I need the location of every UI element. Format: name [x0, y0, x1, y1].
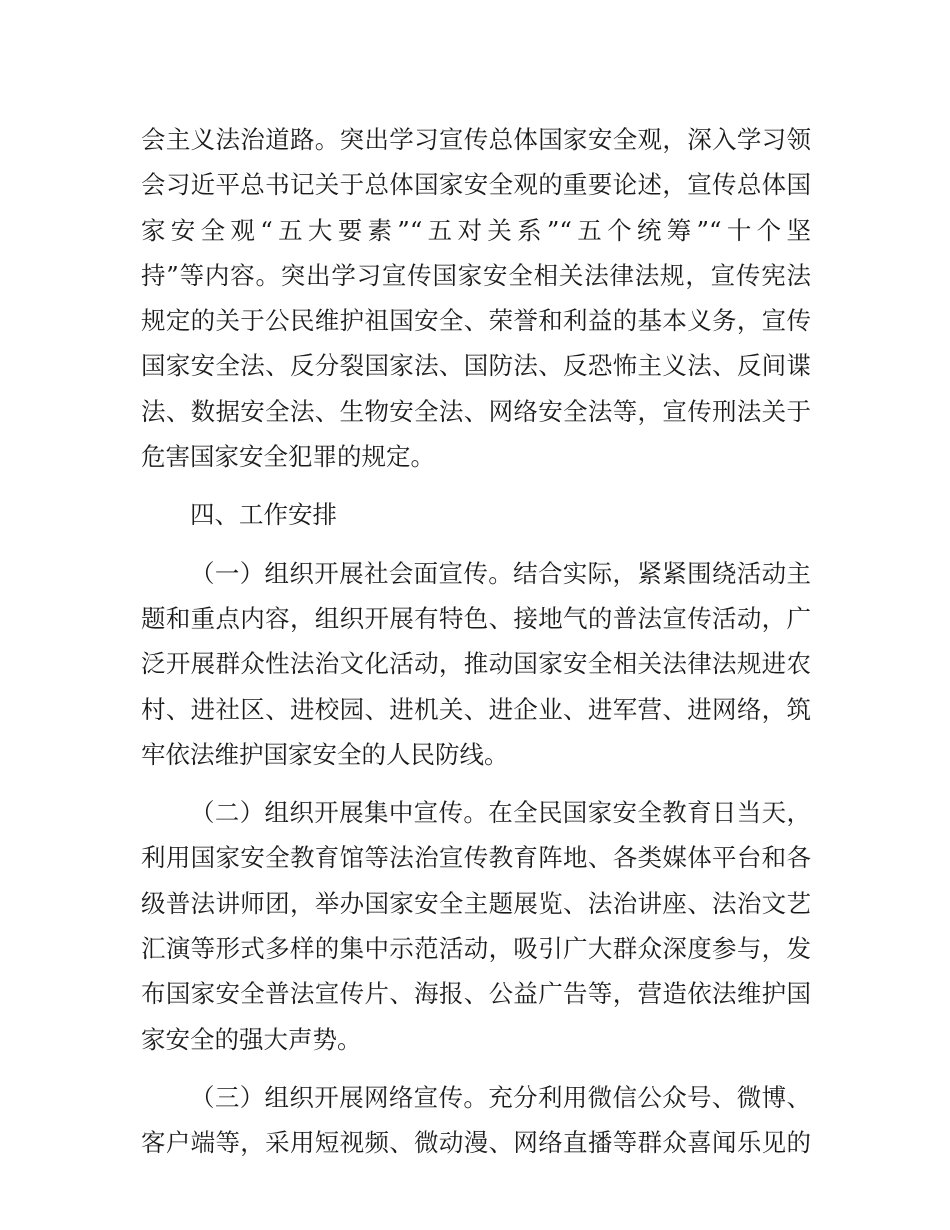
text-line: 题和重点内容，组织开展有特色、接地气的普法宣传活动，广: [141, 603, 811, 633]
text-line: 规定的关于公民维护祖国安全、荣誉和利益的基本义务，宣传: [141, 306, 811, 336]
text-line: 汇演等形式多样的集中示范活动，吸引广大群众深度参与，发: [141, 934, 811, 964]
text-line: 危害国家安全犯罪的规定。: [141, 442, 435, 472]
text-line: 客户端等，采用短视频、微动漫、网络直播等群众喜闻乐见的: [141, 1128, 811, 1158]
heading-text: 四、工作安排: [190, 500, 337, 530]
paragraph-online-publicity: [141, 1075, 811, 1166]
text-line: 牢依法维护国家安全的人民防线。: [141, 739, 509, 769]
paragraph-social-publicity: [141, 551, 811, 777]
text-line: 家安全观“五大要素”“五对关系”“五个统筹”“十个坚: [141, 215, 811, 245]
text-line: （一）组织开展社会面宣传。结合实际，紧紧围绕活动主: [190, 558, 811, 588]
text-line: 布国家安全普法宣传片、海报、公益广告等，营造依法维护国: [141, 979, 811, 1009]
text-line: 会习近平总书记关于总体国家安全观的重要论述，宣传总体国: [141, 170, 811, 200]
text-line: 会主义法治道路。突出学习宣传总体国家安全观，深入学习领: [141, 125, 811, 154]
text-line: 级普法讲师团，举办国家安全主题展览、法治讲座、法治文艺: [141, 888, 811, 918]
text-line: （二）组织开展集中宣传。在全民国家安全教育日当天，: [190, 798, 811, 828]
paragraph-centralized-publicity: [141, 790, 811, 1062]
document-body: [141, 117, 811, 1166]
text-line: 家安全的强大声势。: [141, 1024, 362, 1054]
text-line: 村、进社区、进校园、进机关、进企业、进军营、进网络，筑: [141, 694, 811, 724]
section-heading-work-arrangement: [141, 492, 811, 537]
text-line: 泛开展群众性法治文化活动，推动国家安全相关法律法规进农: [141, 649, 811, 679]
paragraph-security-outlook: [141, 117, 811, 479]
text-line: 利用国家安全教育馆等法治宣传教育阵地、各类媒体平台和各: [141, 843, 811, 873]
text-line: 国家安全法、反分裂国家法、国防法、反恐怖主义法、反间谍: [141, 351, 811, 381]
text-line: （三）组织开展网络宣传。充分利用微信公众号、微博、: [190, 1082, 811, 1112]
text-line: 法、数据安全法、生物安全法、网络安全法等，宣传刑法关于: [141, 396, 811, 426]
text-line: 持”等内容。突出学习宣传国家安全相关法律法规，宣传宪法: [141, 260, 811, 290]
